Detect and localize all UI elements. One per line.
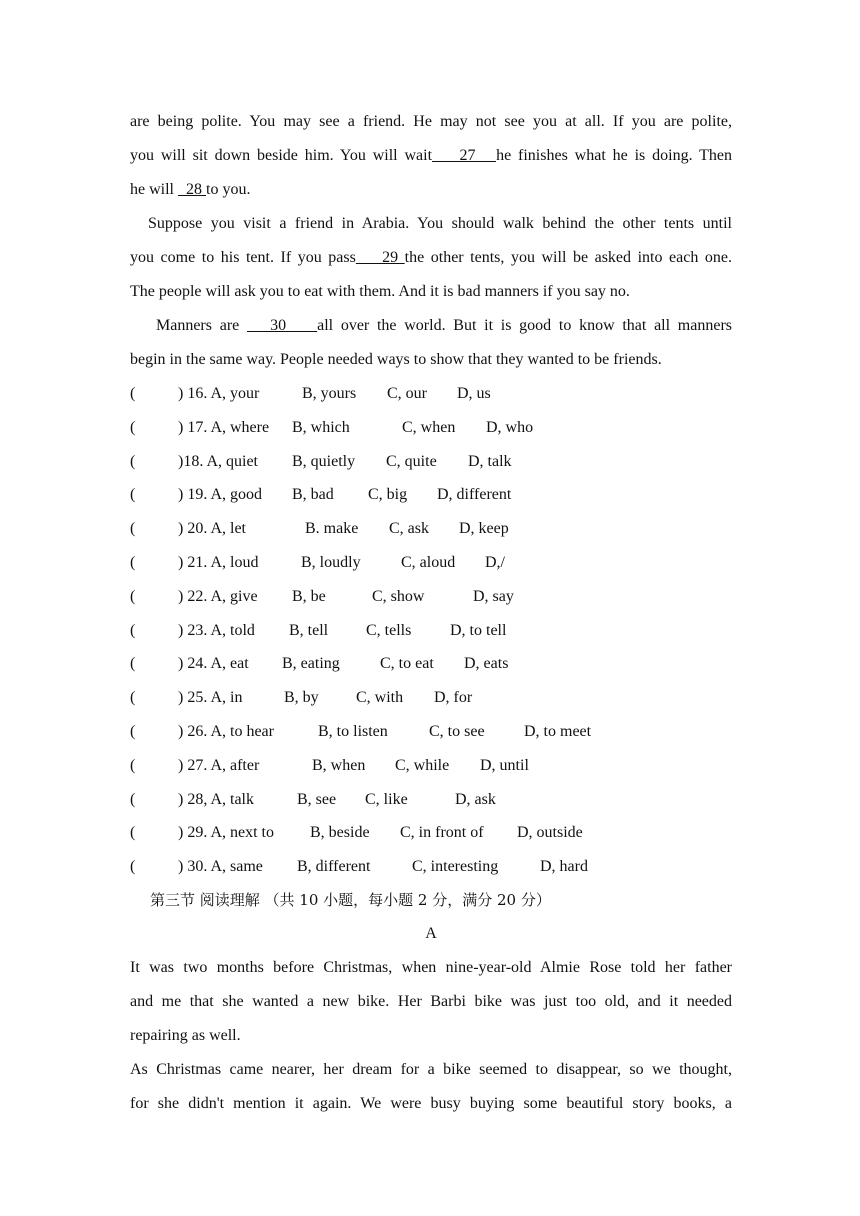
answer-paren: ( [130, 723, 136, 740]
passage-line: Suppose you visit a friend in Arabia. You should walk behind the other tents until [148, 215, 732, 232]
blank-28: 28 [178, 181, 206, 198]
reading-line: for she didn't mention it again. We were busy buying some beautiful story books, a [130, 1095, 732, 1112]
option-b: B, see [297, 790, 337, 808]
reading-line: repairing as well. [130, 1027, 241, 1044]
text-segment: he finishes what he is doing. Then [496, 147, 733, 164]
option-c: C, our [387, 385, 427, 402]
question-stem: ) 30. A, same [178, 858, 263, 876]
option-d: D, talk [468, 452, 512, 470]
option-b: B, by [284, 689, 319, 707]
option-d: D, who [486, 418, 534, 436]
option-c: C, show [372, 587, 425, 605]
answer-paren: ( [130, 756, 136, 774]
question-stem: ) 28, A, talk [178, 790, 254, 808]
answer-paren: ( [130, 418, 136, 436]
text-segment: Manners are [156, 317, 247, 334]
answer-paren: ( [130, 858, 136, 876]
option-b: B, loudly [301, 554, 361, 571]
option-d: D, ask [455, 790, 496, 808]
blank-30: 30 [246, 317, 318, 334]
question-stem: ) 22. A, give [178, 587, 258, 605]
option-b: B, when [312, 756, 366, 774]
option-b: B, be [292, 587, 326, 605]
option-c: C, while [395, 756, 450, 774]
option-c: C, aloud [401, 554, 456, 571]
passage-line [130, 146, 732, 166]
question-stem: ) 23. A, told [178, 621, 255, 639]
option-d: D, for [434, 689, 473, 707]
blank-27: 27 [432, 147, 497, 164]
option-d: D, outside [517, 824, 583, 842]
text-segment: the other tents, you will be asked into each one. [404, 249, 733, 266]
option-c: C, to eat [380, 655, 434, 673]
passage-line [130, 180, 732, 200]
answer-paren: ( [130, 790, 136, 808]
passage-line [156, 316, 732, 336]
option-d: D,/ [485, 554, 505, 571]
answer-paren: ( [130, 554, 136, 571]
answer-paren: ( [130, 486, 136, 504]
question-stem: ) 27. A, after [178, 756, 260, 774]
question-stem: ) 29. A, next to [178, 824, 274, 842]
option-c: C, tells [366, 621, 412, 639]
option-b: B, beside [310, 824, 370, 842]
passage-line: are being polite. You may see a friend. He may not see you at all. If you are polite, [130, 113, 732, 130]
question-stem: ) 25. A, in [178, 689, 243, 707]
passage-line: The people will ask you to eat with them. And it is bad manners if you say no. [130, 283, 630, 300]
option-b: B, bad [292, 486, 334, 504]
option-d: D, keep [459, 520, 509, 538]
answer-paren: ( [130, 655, 136, 673]
option-c: C, big [368, 486, 408, 504]
reading-line: It was two months before Christmas, when nine-year-old Almie Rose told her father [130, 959, 732, 976]
question-stem: ) 20. A, let [178, 520, 246, 538]
option-b: B, different [297, 858, 371, 876]
option-d: D, until [480, 756, 529, 774]
question-stem: ) 21. A, loud [178, 554, 259, 571]
passage-line: begin in the same way. People needed ways to show that they wanted to be friends. [130, 351, 662, 368]
option-c: C, interesting [412, 858, 499, 876]
answer-paren: ( [130, 587, 136, 605]
text-segment: you come to his tent. If you pass [130, 249, 356, 266]
option-b: B, quietly [292, 452, 356, 470]
option-b: B. make [305, 520, 359, 538]
question-stem: ) 16. A, your [178, 385, 260, 402]
text-segment: all over the world. But it is good to know that all manners [317, 317, 733, 334]
option-b: B, yours [302, 385, 357, 402]
option-c: C, with [356, 689, 404, 707]
option-c: C, in front of [400, 824, 484, 842]
question-stem: ) 26. A, to hear [178, 723, 274, 740]
option-c: C, ask [389, 520, 429, 538]
passage-line [130, 248, 732, 268]
option-b: B, which [292, 418, 350, 436]
question-stem: ) 24. A, eat [178, 655, 249, 673]
text-segment: he will [130, 181, 178, 198]
option-b: B, eating [282, 655, 340, 673]
reading-line: and me that she wanted a new bike. Her Barbi bike was just too old, and it needed [130, 993, 732, 1010]
option-d: D, to tell [450, 621, 507, 639]
option-d: D, hard [540, 858, 588, 876]
text-segment: you will sit down beside him. You will wait [130, 147, 433, 164]
question-stem: ) 19. A, good [178, 486, 262, 504]
answer-paren: ( [130, 520, 136, 538]
section-heading: 第三节 阅读理解 （共 10 小题，每小题 2 分，满分 20 分） [150, 891, 551, 909]
passage-letter: A [425, 925, 437, 942]
option-d: D, eats [464, 655, 509, 673]
option-b: B, tell [289, 621, 329, 639]
question-stem: )18. A, quiet [178, 452, 258, 470]
answer-paren: ( [130, 689, 136, 707]
option-c: C, quite [386, 452, 437, 470]
option-d: D, to meet [524, 723, 592, 740]
answer-paren: ( [130, 385, 136, 402]
answer-paren: ( [130, 824, 136, 842]
reading-line: As Christmas came nearer, her dream for a bike seemed to disappear, so we thought, [130, 1061, 732, 1078]
option-c: C, to see [429, 723, 485, 740]
answer-paren: ( [130, 621, 136, 639]
option-c: C, when [402, 418, 456, 436]
option-d: D, say [473, 587, 514, 605]
option-b: B, to listen [318, 723, 388, 740]
option-c: C, like [365, 790, 408, 808]
option-d: D, different [437, 486, 512, 504]
blank-29: 29 [355, 249, 405, 266]
question-stem: ) 17. A, where [178, 418, 270, 436]
option-d: D, us [457, 385, 491, 402]
answer-paren: ( [130, 452, 136, 470]
text-segment: to you. [206, 181, 251, 198]
